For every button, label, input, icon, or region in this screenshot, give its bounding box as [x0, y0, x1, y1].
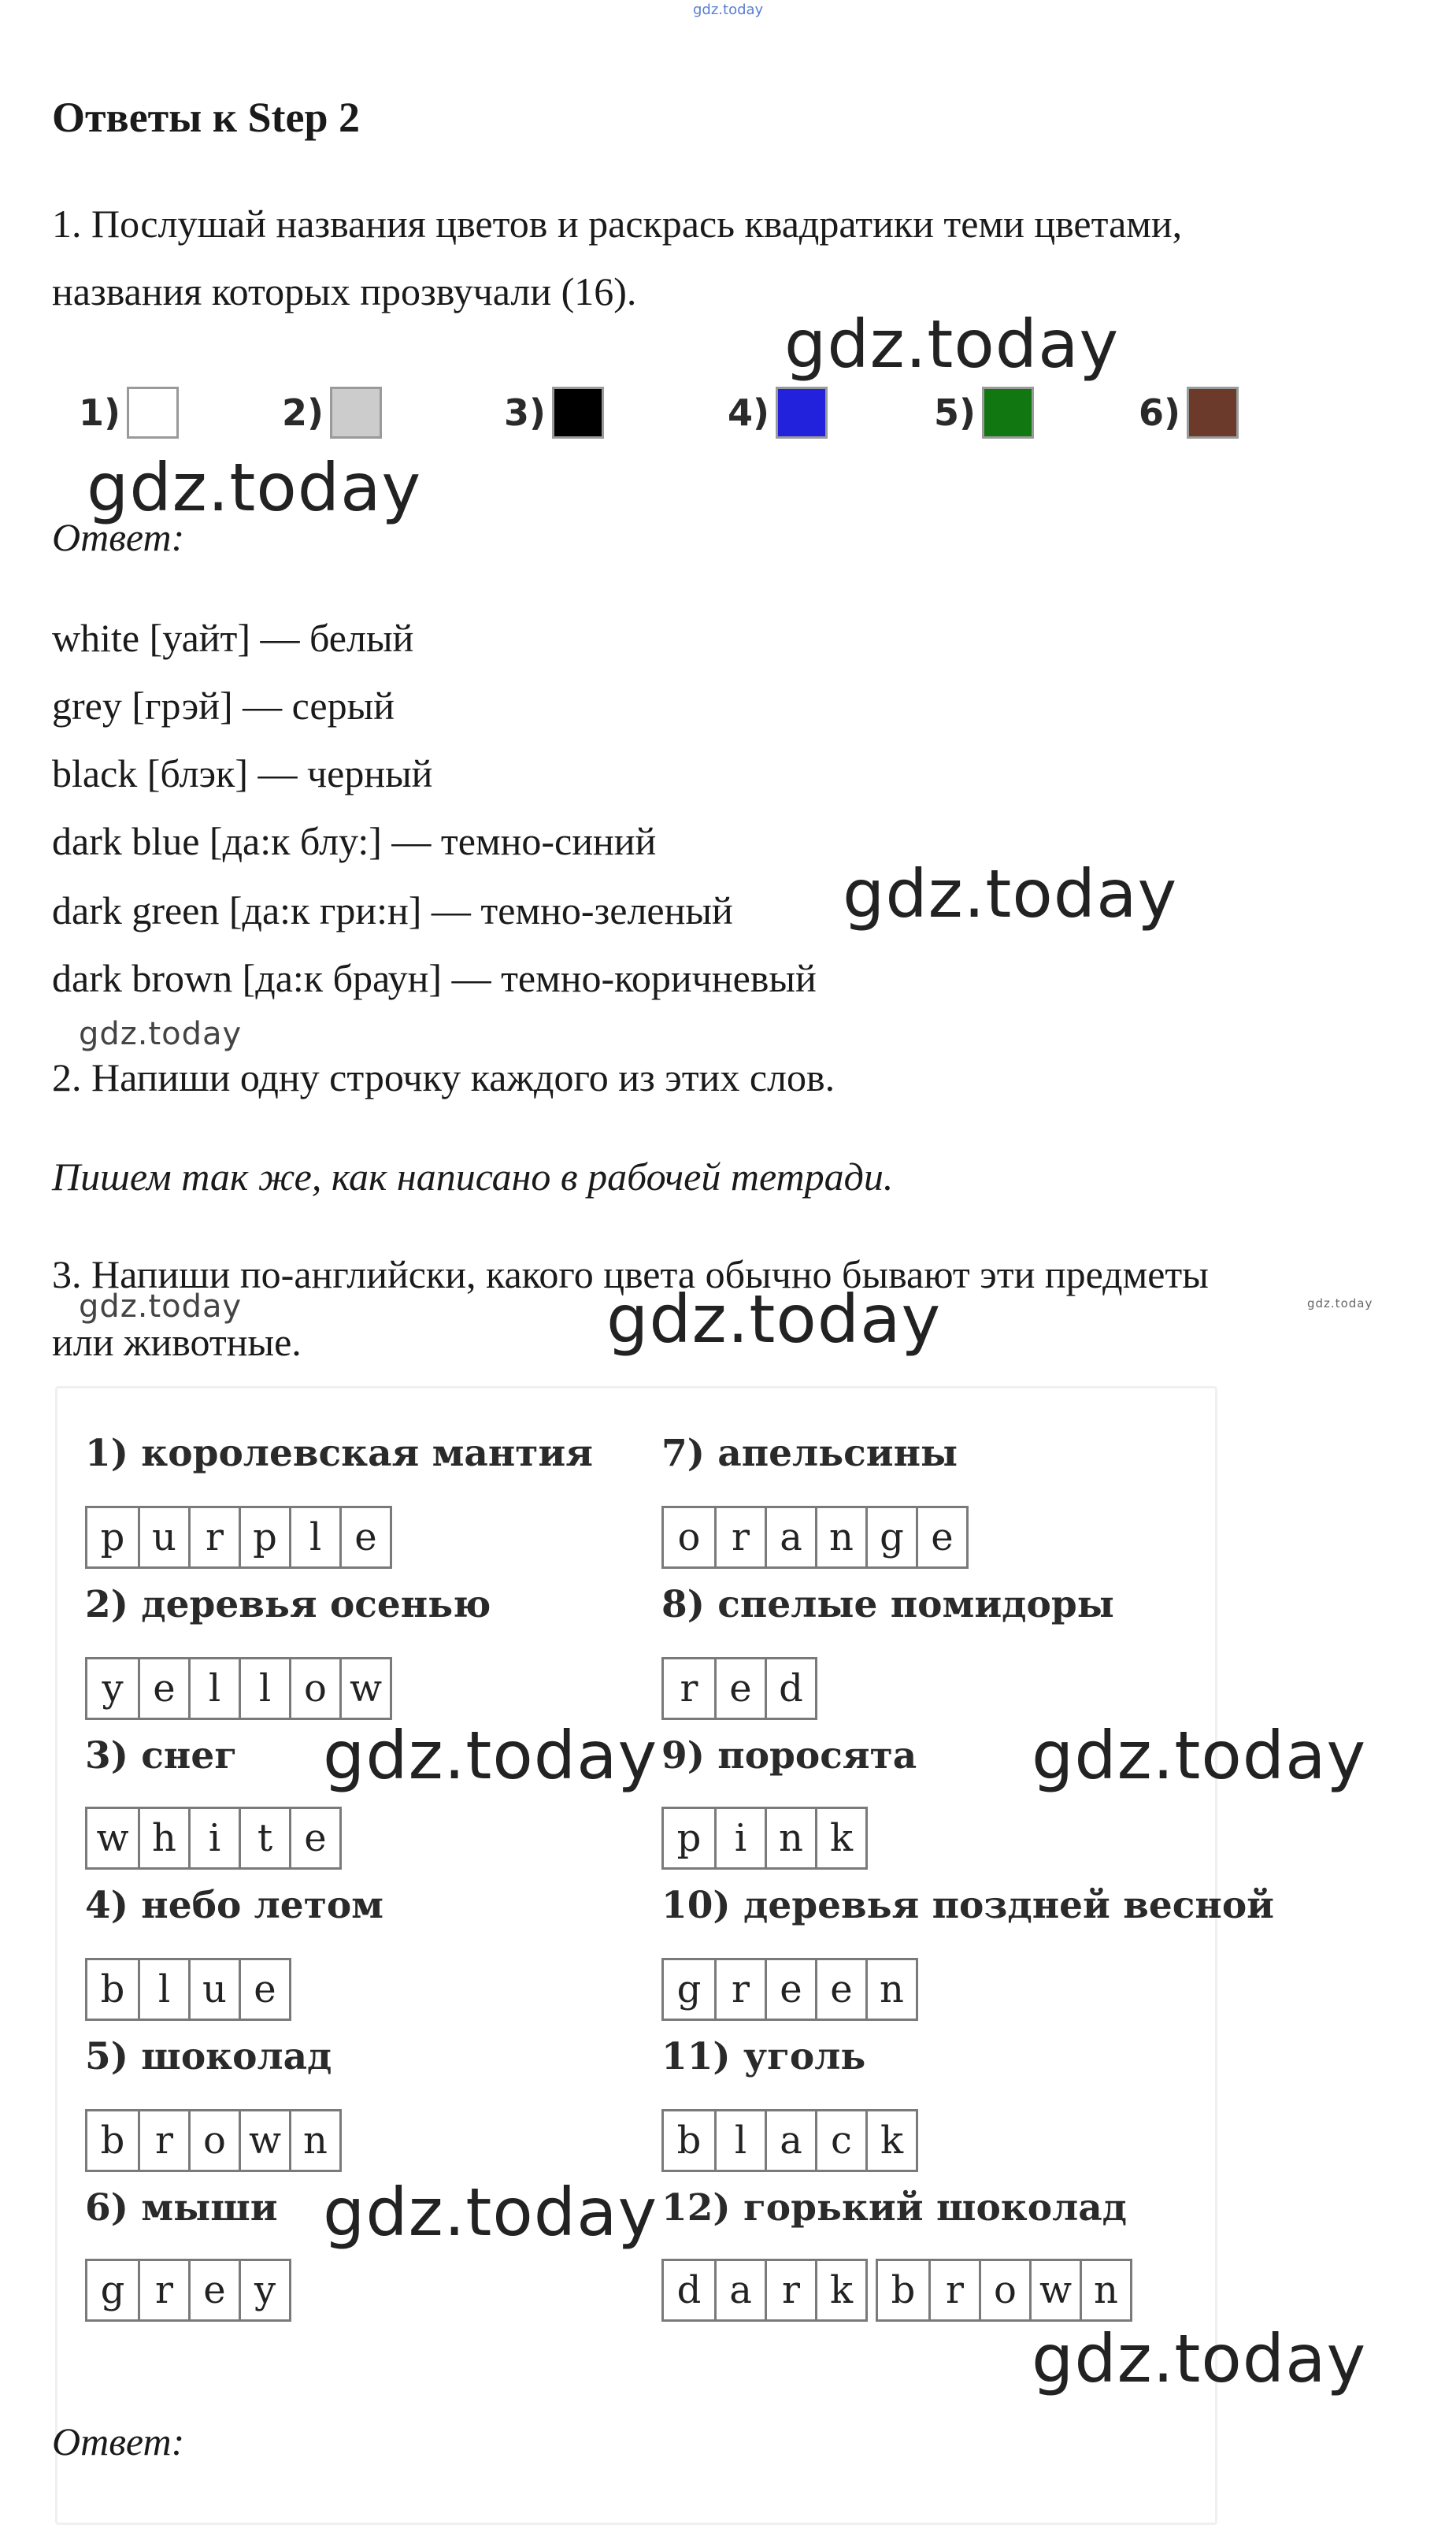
swatch-item-2	[282, 381, 382, 444]
item-label-3: 3) снег	[85, 1734, 238, 1778]
letter-cell: n	[289, 2111, 339, 2170]
letter-group	[85, 2109, 342, 2172]
letter-cell: d	[765, 1659, 815, 1718]
task1-line2: названия которых прозвучали (16).	[52, 269, 637, 313]
swatch-label: 6)	[1139, 391, 1181, 434]
item-label-2: 2) деревья осенью	[85, 1583, 491, 1626]
letter-cell: e	[188, 2261, 239, 2319]
watermark: gdz.today	[606, 1281, 942, 1358]
letter-cell: n	[815, 1508, 865, 1566]
letter-cell: b	[676, 2119, 702, 2163]
letter-cell: y	[239, 2261, 289, 2319]
letter-cell: p	[100, 1515, 125, 1559]
watermark: gdz.today	[87, 449, 422, 526]
watermark: gdz.today	[784, 306, 1120, 383]
swatch-label: 1)	[79, 391, 121, 434]
item-label-6: 6) мыши	[85, 2186, 278, 2230]
letter-boxes-5	[85, 2109, 342, 2172]
answer-label-3: Ответ:	[52, 2419, 185, 2463]
answer-line-dark-blue: dark blue [да:к блу:] — темно-синий	[52, 819, 657, 863]
letter-cell: a	[714, 2261, 765, 2319]
letter-boxes-4	[85, 1958, 291, 2021]
letter-cell: e	[339, 1508, 390, 1566]
letter-group	[85, 1807, 342, 1870]
page-title: Ответы к Step 2	[52, 94, 360, 141]
letter-boxes-11	[661, 2109, 918, 2172]
letter-boxes-7	[661, 1506, 969, 1569]
letter-cell: k	[815, 1809, 865, 1867]
letter-cell: o	[188, 2111, 239, 2170]
letter-group	[85, 1506, 392, 1569]
item-label-11: 11) уголь	[661, 2035, 866, 2078]
swatch-label: 4)	[728, 391, 770, 434]
letter-cell: l	[188, 1659, 239, 1718]
letter-cell: o	[677, 1515, 701, 1559]
letter-cell: r	[928, 2261, 979, 2319]
letter-cell: i	[188, 1809, 239, 1867]
watermark: gdz.today	[843, 855, 1178, 932]
answer-line-white: white [уайт] — белый	[52, 616, 414, 660]
letter-cell: l	[138, 1960, 188, 2019]
letter-cell: b	[100, 2119, 125, 2163]
swatch-box	[982, 387, 1034, 439]
letter-group	[661, 1807, 868, 1870]
watermark: gdz.today	[1307, 1296, 1373, 1310]
task3-line1: 3. Напиши по-английски, какого цвета обычно бывают эти предметы	[52, 1252, 1209, 1296]
letter-cell: w	[339, 1659, 390, 1718]
letter-cell: n	[765, 1809, 815, 1867]
item-label-12: 12) горький шоколад	[661, 2186, 1128, 2230]
letter-cell: g	[100, 2268, 125, 2312]
letter-cell: l	[289, 1508, 339, 1566]
letter-boxes-12	[661, 2259, 1132, 2322]
letter-cell: e	[916, 1508, 966, 1566]
swatch-box	[776, 387, 828, 439]
item-label-7: 7) апельсины	[661, 1432, 958, 1475]
letter-cell: e	[289, 1809, 339, 1867]
letter-cell: o	[979, 2261, 1029, 2319]
task1-line1: 1. Послушай названия цветов и раскрась квадратики теми цветами,	[52, 202, 1183, 246]
swatch-item-6	[1139, 381, 1239, 444]
task2-note: Пишем так же, как написано в рабочей тетради.	[52, 1155, 894, 1199]
letter-group	[661, 1958, 918, 2021]
letter-cell: e	[138, 1659, 188, 1718]
swatch-item-3	[504, 381, 604, 444]
letter-cell: r	[188, 1508, 239, 1566]
top-watermark: gdz.today	[693, 2, 764, 18]
letter-cell: w	[239, 2111, 289, 2170]
task2-line1: 2. Напиши одну строчку каждого из этих слов.	[52, 1055, 835, 1099]
letter-cell: r	[138, 2111, 188, 2170]
letter-cell: w	[1029, 2261, 1080, 2319]
letter-cell: g	[676, 1967, 702, 2011]
letter-cell: w	[96, 1816, 129, 1860]
task3-line2: или животные.	[52, 1320, 302, 1364]
answer-line-dark-green: dark green [да:к гри:н] — темно-зеленый	[52, 888, 733, 932]
letter-boxes-9	[661, 1807, 868, 1870]
letter-boxes-3	[85, 1807, 342, 1870]
watermark: gdz.today	[79, 1016, 243, 1052]
letter-cell: k	[865, 2111, 916, 2170]
item-label-1: 1) королевская мантия	[85, 1432, 593, 1475]
watermark: gdz.today	[79, 1288, 243, 1325]
swatch-label: 3)	[504, 391, 546, 434]
item-label-10: 10) деревья поздней весной	[661, 1884, 1275, 1927]
swatch-item-4	[728, 381, 828, 444]
letter-cell: p	[239, 1508, 289, 1566]
letter-cell: k	[815, 2261, 865, 2319]
swatch-box	[1187, 387, 1239, 439]
item-label-8: 8) спелые помидоры	[661, 1583, 1114, 1626]
letter-cell: o	[289, 1659, 339, 1718]
answer-line-grey: grey [грэй] — серый	[52, 684, 395, 728]
letter-cell: a	[765, 2111, 815, 2170]
letter-cell: h	[138, 1809, 188, 1867]
letter-cell: c	[815, 2111, 865, 2170]
letter-cell: e	[815, 1960, 865, 2019]
item-label-5: 5) шоколад	[85, 2035, 332, 2078]
letter-group	[876, 2259, 1132, 2322]
letter-cell: r	[714, 1508, 765, 1566]
letter-cell: y	[102, 1666, 124, 1711]
item-label-4: 4) небо летом	[85, 1884, 384, 1927]
letter-cell: l	[714, 2111, 765, 2170]
watermark: gdz.today	[1032, 2320, 1367, 2397]
letter-boxes-10	[661, 1958, 918, 2021]
letter-cell: b	[100, 1967, 125, 2011]
letter-boxes-2	[85, 1657, 392, 1720]
swatch-box	[330, 387, 382, 439]
letter-cell: e	[239, 1960, 289, 2019]
letter-group	[661, 1657, 817, 1720]
letter-group	[85, 1958, 291, 2021]
letter-group	[85, 1657, 392, 1720]
letter-cell: p	[676, 1816, 702, 1860]
item-label-9: 9) поросята	[661, 1734, 917, 1778]
swatch-label: 5)	[934, 391, 976, 434]
letter-cell: d	[676, 2268, 702, 2312]
letter-boxes-1	[85, 1506, 392, 1569]
letter-cell: e	[765, 1960, 815, 2019]
letter-cell: r	[714, 1960, 765, 2019]
swatch-box	[552, 387, 604, 439]
letter-cell: e	[714, 1659, 765, 1718]
letter-cell: l	[239, 1659, 289, 1718]
letter-cell: r	[765, 2261, 815, 2319]
letter-cell: b	[891, 2268, 916, 2312]
letter-group	[661, 2259, 868, 2322]
swatch-item-5	[934, 381, 1034, 444]
letter-boxes-6	[85, 2259, 291, 2322]
watermark: gdz.today	[323, 1717, 658, 1794]
watermark: gdz.today	[323, 2174, 658, 2251]
letter-cell: g	[865, 1508, 916, 1566]
letter-cell: u	[138, 1508, 188, 1566]
answer-label-1: Ответ:	[52, 515, 185, 559]
swatch-box	[127, 387, 179, 439]
letter-cell: r	[680, 1666, 698, 1711]
letter-cell: u	[188, 1960, 239, 2019]
letter-cell: r	[138, 2261, 188, 2319]
letter-cell: n	[1080, 2261, 1130, 2319]
letter-cell: i	[714, 1809, 765, 1867]
answer-line-dark-brown: dark brown [да:к браун] — темно-коричневый	[52, 956, 817, 1000]
letter-boxes-8	[661, 1657, 817, 1720]
letter-cell: a	[765, 1508, 815, 1566]
letter-group	[661, 2109, 918, 2172]
swatch-item-1	[79, 381, 179, 444]
letter-cell: n	[865, 1960, 916, 2019]
watermark: gdz.today	[1032, 1717, 1367, 1794]
answer-line-black: black [блэк] — черный	[52, 751, 433, 795]
letter-group	[85, 2259, 291, 2322]
letter-cell: t	[239, 1809, 289, 1867]
swatch-label: 2)	[282, 391, 324, 434]
letter-group	[661, 1506, 969, 1569]
